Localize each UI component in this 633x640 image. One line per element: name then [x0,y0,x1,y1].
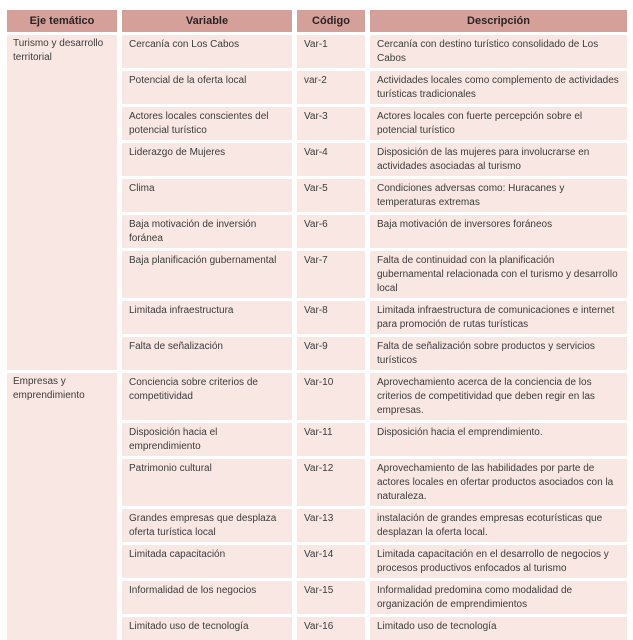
header-cell-descripcion: Descripción [370,10,627,32]
descripcion-cell: Aprovechamiento de las habilidades por parte de actores locales en ofertar productos asociados con la naturaleza. [370,459,627,506]
section-turismo [7,35,627,370]
eje-cell: Turismo y desarrollo territorial [7,35,117,370]
table-row [122,337,627,370]
table-row [122,107,627,140]
descripcion-cell: Actores locales con fuerte percepción sobre el potencial turístico [370,107,627,140]
table-row [122,215,627,248]
descripcion-cell: instalación de grandes empresas ecoturísticas que desplazan la oferta local. [370,509,627,542]
codigo-cell: Var-13 [297,509,365,542]
table-row [122,373,627,420]
codigo-cell: var-2 [297,71,365,104]
section-rows [122,35,627,370]
variable-cell: Clima [122,179,292,212]
variable-cell: Actores locales conscientes del potencial turístico [122,107,292,140]
descripcion-cell: Cercanía con destino turístico consolidado de Los Cabos [370,35,627,68]
descripcion-cell: Baja motivación de inversores foráneos [370,215,627,248]
codigo-cell: Var-1 [297,35,365,68]
table-row [122,301,627,334]
codigo-cell: Var-7 [297,251,365,298]
codigo-cell: Var-6 [297,215,365,248]
variable-cell: Grandes empresas que desplaza oferta turística local [122,509,292,542]
table-row [122,143,627,176]
variable-cell: Liderazgo de Mujeres [122,143,292,176]
header-cell-codigo: Código [297,10,365,32]
variable-cell: Cercanía con Los Cabos [122,35,292,68]
descripcion-cell: Limitada infraestructura de comunicaciones e internet para promoción de rutas turísticas [370,301,627,334]
descripcion-cell: Falta de señalización sobre productos y servicios turísticos [370,337,627,370]
descripcion-cell: Disposición de las mujeres para involucrarse en actividades asociadas al turismo [370,143,627,176]
variable-cell: Baja motivación de inversión foránea [122,215,292,248]
descripcion-cell: Condiciones adversas como: Huracanes y temperaturas extremas [370,179,627,212]
variables-table [7,10,627,640]
codigo-cell: Var-9 [297,337,365,370]
codigo-cell: Var-11 [297,423,365,456]
codigo-cell: Var-8 [297,301,365,334]
descripcion-cell: Falta de continuidad con la planificación gubernamental relacionada con el turismo y desarrollo local [370,251,627,298]
codigo-cell: Var-14 [297,545,365,578]
table-row [122,581,627,614]
variable-cell: Conciencia sobre criterios de competitividad [122,373,292,420]
variable-cell: Limitada capacitación [122,545,292,578]
header-cell-eje: Eje temático [7,10,117,32]
table-row [122,617,627,640]
table-row [122,179,627,212]
table-row [122,35,627,68]
codigo-cell: Var-4 [297,143,365,176]
descripcion-cell: Limitado uso de tecnología [370,617,627,640]
variable-cell: Baja planificación gubernamental [122,251,292,298]
variable-cell: Limitada infraestructura [122,301,292,334]
descripcion-cell: Limitada capacitación en el desarrollo de negocios y procesos productivos enfocados al turismo [370,545,627,578]
eje-cell: Empresas y emprendimiento [7,373,117,640]
section-empresas [7,373,627,640]
table-header-row [7,10,627,32]
codigo-cell: Var-12 [297,459,365,506]
section-rows [122,373,627,640]
header-cell-variable: Variable [122,10,292,32]
variable-cell: Informalidad de los negocios [122,581,292,614]
codigo-cell: Var-5 [297,179,365,212]
table-row [122,509,627,542]
descripcion-cell: Disposición hacia el emprendimiento. [370,423,627,456]
table-row [122,71,627,104]
descripcion-cell: Actividades locales como complemento de actividades turísticas tradicionales [370,71,627,104]
codigo-cell: Var-16 [297,617,365,640]
variable-cell: Falta de señalización [122,337,292,370]
descripcion-cell: Aprovechamiento acerca de la conciencia de los criterios de competitividad que deben regir en las empresas. [370,373,627,420]
variable-cell: Potencial de la oferta local [122,71,292,104]
table-row [122,545,627,578]
codigo-cell: Var-3 [297,107,365,140]
table-row [122,459,627,506]
table-row [122,423,627,456]
variable-cell: Disposición hacia el emprendimiento [122,423,292,456]
codigo-cell: Var-15 [297,581,365,614]
codigo-cell: Var-10 [297,373,365,420]
descripcion-cell: Informalidad predomina como modalidad de organización de emprendimientos [370,581,627,614]
variable-cell: Patrimonio cultural [122,459,292,506]
variable-cell: Limitado uso de tecnología [122,617,292,640]
table-row [122,251,627,298]
